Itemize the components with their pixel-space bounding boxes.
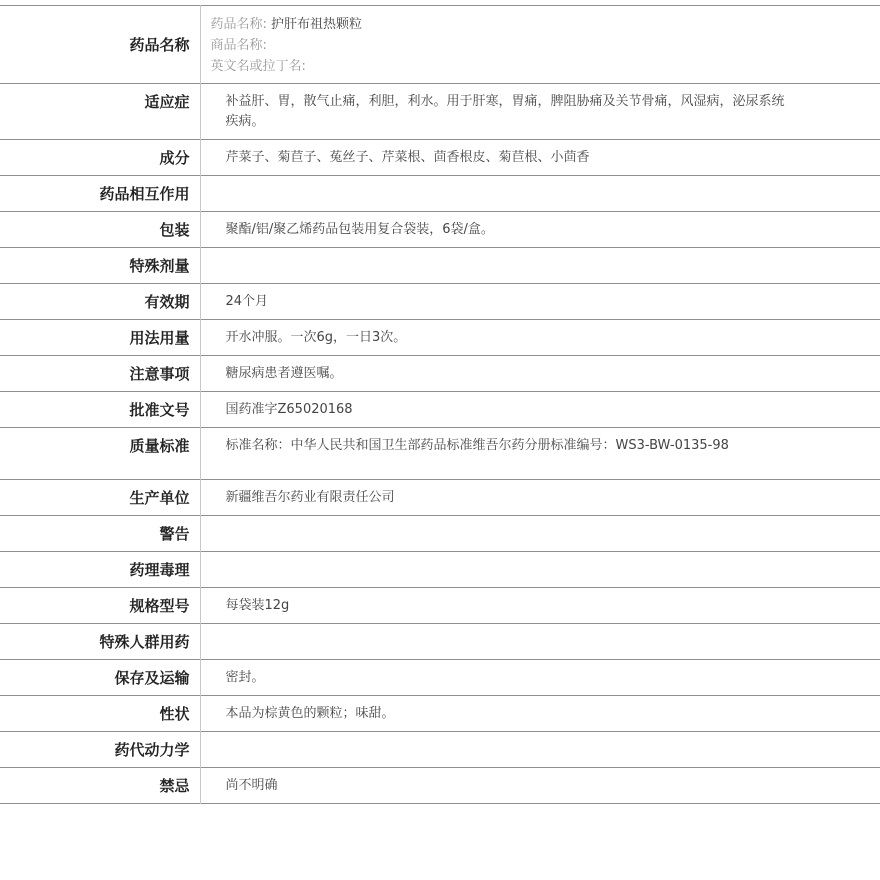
row-value: 开水冲服。一次6g，一日3次。 <box>225 330 407 345</box>
row-value: 芹菜子、菊苣子、菟丝子、芹菜根、茴香根皮、菊苣根、小茴香 <box>225 150 590 165</box>
table-row <box>0 552 880 588</box>
row-label: 特殊剂量 <box>0 248 200 284</box>
row-label: 用法用量 <box>0 320 200 356</box>
table-row <box>0 768 880 804</box>
row-label: 有效期 <box>0 284 200 320</box>
row-label: 成分 <box>0 140 200 176</box>
table-row <box>0 516 880 552</box>
row-label: 批准文号 <box>0 392 200 428</box>
row-label: 生产单位 <box>0 480 200 516</box>
row-label: 注意事项 <box>0 356 200 392</box>
table-row <box>0 84 880 140</box>
row-value: 聚酯/铝/聚乙烯药品包装用复合袋装，6袋/盒。 <box>225 222 494 237</box>
row-label: 规格型号 <box>0 588 200 624</box>
english-name-label: 英文名或拉丁名: <box>210 59 306 74</box>
row-label: 质量标准 <box>0 428 200 480</box>
row-value: 密封。 <box>225 670 265 685</box>
row-label: 适应症 <box>0 84 200 140</box>
table-row <box>0 6 880 84</box>
row-label: 保存及运输 <box>0 660 200 696</box>
row-value <box>200 248 880 284</box>
row-value <box>200 732 880 768</box>
row-value: 糖尿病患者遵医嘱。 <box>225 366 343 381</box>
table-row <box>0 660 880 696</box>
table-row <box>0 732 880 768</box>
drug-names-cell <box>200 6 880 84</box>
row-label: 药品相互作用 <box>0 176 200 212</box>
row-label: 药品名称 <box>0 6 200 84</box>
table-row <box>0 696 880 732</box>
row-value: 24个月 <box>225 294 269 309</box>
row-value: 标准名称：中华人民共和国卫生部药品标准维吾尔药分册标准编号：WS3-BW-0135-98 <box>225 438 729 453</box>
row-value: 每袋装12g <box>225 598 290 613</box>
drug-info-table <box>0 5 880 804</box>
generic-name-label: 药品名称: <box>210 17 267 32</box>
row-label: 禁忌 <box>0 768 200 804</box>
table-row <box>0 320 880 356</box>
table-row <box>0 248 880 284</box>
table-row <box>0 176 880 212</box>
table-row <box>0 392 880 428</box>
row-label: 药理毒理 <box>0 552 200 588</box>
table-row <box>0 428 880 480</box>
table-row <box>0 284 880 320</box>
row-value <box>200 176 880 212</box>
row-value: 尚不明确 <box>225 778 278 793</box>
row-value <box>200 552 880 588</box>
table-row <box>0 356 880 392</box>
table-row <box>0 140 880 176</box>
table-row <box>0 624 880 660</box>
row-label: 包装 <box>0 212 200 248</box>
row-value: 补益肝、胃，散气止痛，利胆，利水。用于肝寒，胃痛，脾阻胁痛及关节骨痛，风湿病，泌尿系统疾病。 <box>225 94 785 129</box>
table-row <box>0 212 880 248</box>
table-row <box>0 480 880 516</box>
row-value <box>200 516 880 552</box>
generic-name-value: 护肝布祖热颗粒 <box>271 17 363 32</box>
row-value: 新疆维吾尔药业有限责任公司 <box>225 490 395 505</box>
row-value: 本品为棕黄色的颗粒；味甜。 <box>225 706 395 721</box>
row-label: 药代动力学 <box>0 732 200 768</box>
trade-name-label: 商品名称: <box>210 38 267 53</box>
row-label: 性状 <box>0 696 200 732</box>
row-value: 国药准字Z65020168 <box>225 402 353 417</box>
row-label: 特殊人群用药 <box>0 624 200 660</box>
row-label: 警告 <box>0 516 200 552</box>
table-row <box>0 588 880 624</box>
row-value <box>200 624 880 660</box>
generic-name-line <box>211 14 871 35</box>
